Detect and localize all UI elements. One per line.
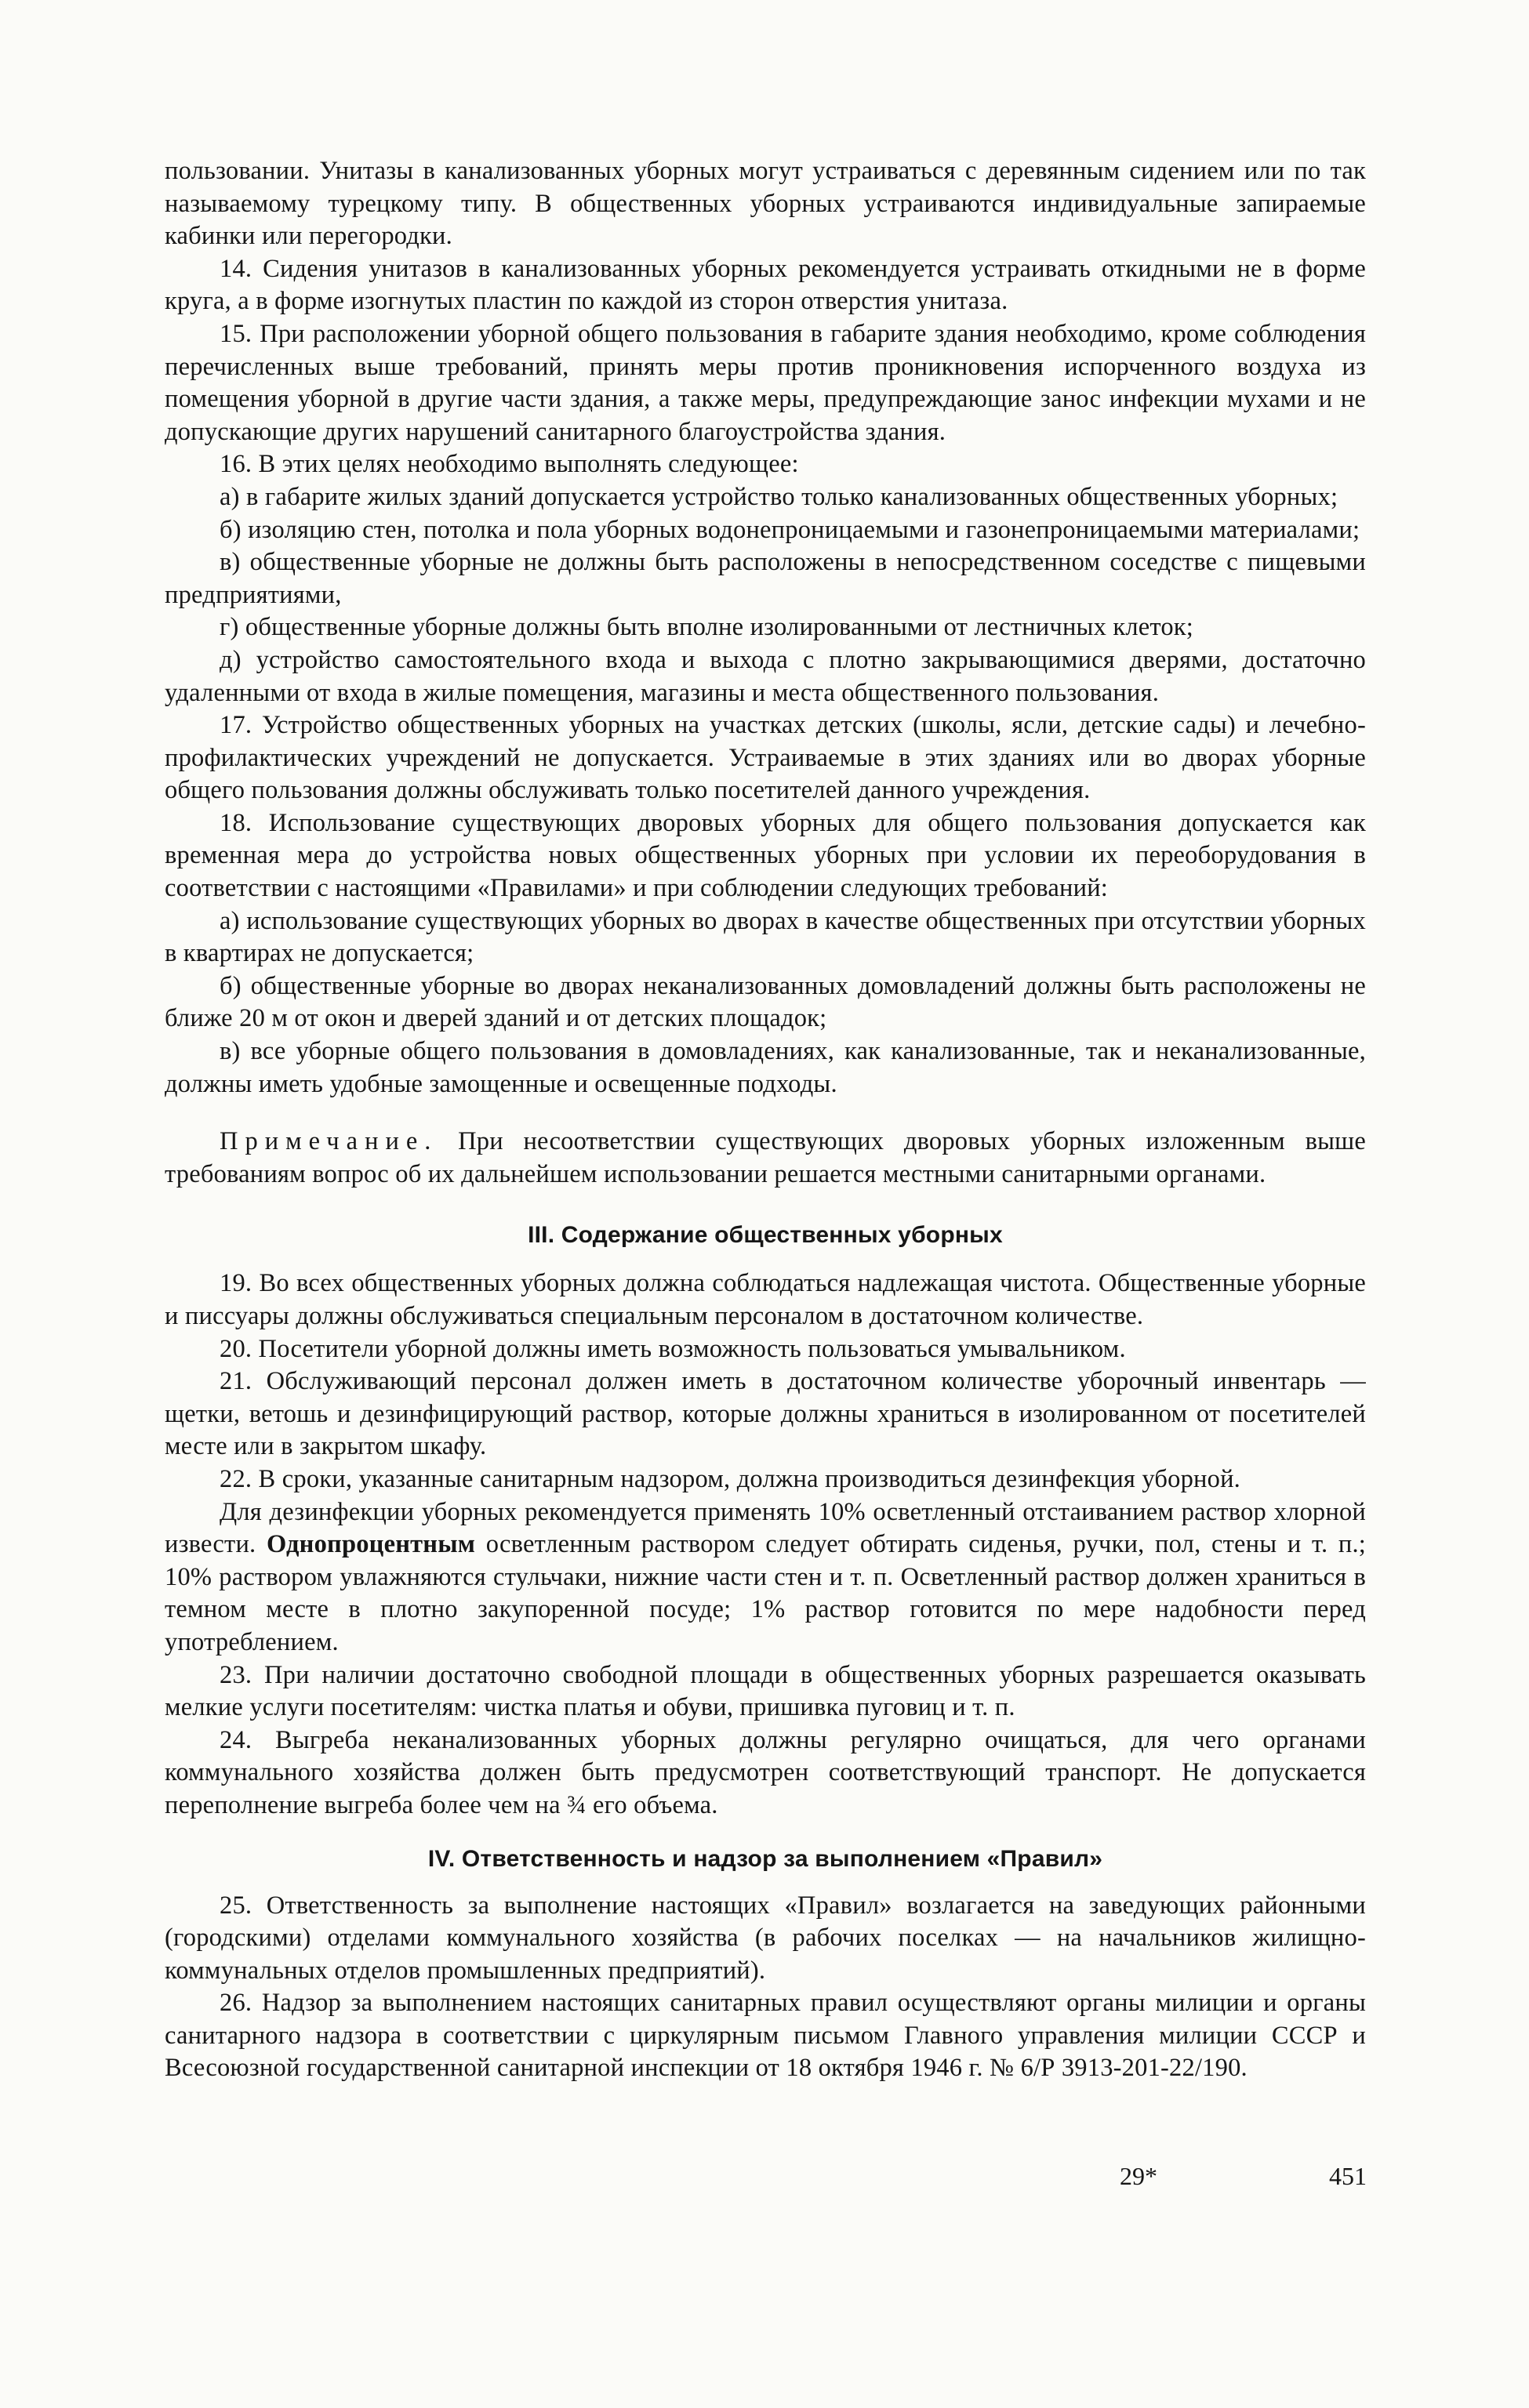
- paragraph-16c: в) общественные уборные не должны быть расположены в непосредственном соседстве с пищевыми предприятиями,: [165, 548, 1366, 609]
- paragraph-16a: а) в габарите жилых зданий допускается устройство только канализованных общественных уборных;: [220, 482, 1338, 511]
- paragraph-18b: б) общественные уборные во дворах неканализованных домовладений должны быть расположены не ближе 20 м от окон и дверей зданий и от детских площадок;: [165, 971, 1366, 1033]
- paragraph-26: 26. Надзор за выполнением настоящих санитарных правил осуществляют органы милиции и органы санитарного надзора в соответствии с циркулярным письмом Главного управления милиции СССР и Всесоюзной государственной санитарной инспекции от 18 октября 1946 г. № 6/Р 3913-201-22/190.: [165, 1989, 1366, 2083]
- page-number: 451: [1329, 2162, 1367, 2190]
- disinfection-bold-term: Однопроцентным: [266, 1530, 476, 1559]
- disinfection-text-end: осветленным раствором следует обтирать сиденья, ручки, пол, стены и т. п.; 10% раствором увлажняются стульчаки, нижние части стен и т. п. Осветленный раствор должен храниться в темном месте в плотно закупоренной посуде; 1% раствор готовится по мере надобности перед употреблением.: [165, 1530, 1366, 1656]
- page-footer: [0, 2162, 1529, 2201]
- section-heading-4: IV. Ответственность и надзор за выполнением «Правил»: [427, 1845, 1103, 1872]
- paragraph-20: 20. Посетители уборной должны иметь возможность пользоваться умывальником.: [220, 1334, 1126, 1363]
- paragraph-17: 17. Устройство общественных уборных на участках детских (школы, ясли, детские сады) и лечебно-профилактических учреждений не допускается. Устраиваемые в этих зданиях или во дворах уборные общего пользования должны обслуживать только посетителей данного учреждения.: [165, 711, 1366, 805]
- section-heading-3: III. Содержание общественных уборных: [528, 1222, 1003, 1249]
- text-column: [165, 155, 1366, 2085]
- paragraph-21: 21. Обслуживающий персонал должен иметь в достаточном количестве уборочный инвентарь — щетки, ветошь и дезинфицирующий раствор, которые должны храниться в изолированном от посетителей месте или в закрытом шкафу.: [165, 1367, 1366, 1461]
- paragraph-16e: д) устройство самостоятельного входа и выхода с плотно закрывающимися дверями, достаточно удаленными от входа в жилые помещения, магазины и места общественного пользования.: [165, 645, 1366, 707]
- paragraph-16d: г) общественные уборные должны быть вполне изолированными от лестничных клеток;: [220, 613, 1194, 642]
- paragraph-16b: б) изоляцию стен, потолка и пола уборных водонепроницаемыми и газонепроницаемыми материалами;: [220, 515, 1360, 544]
- disinfection-text-start: Для дезинфекции уборных рекомендуется применять 10% осветленный отстаиванием раствор хлорной извести.: [165, 1497, 1366, 1559]
- paragraph-23: 23. При наличии достаточно свободной площади в общественных уборных разрешается оказывать мелкие услуги посетителям: чистка платья и обуви, пришивка пуговиц и т. п.: [165, 1660, 1366, 1722]
- paragraph-16: 16. В этих целях необходимо выполнять следующее:: [220, 450, 799, 479]
- paragraph-19: 19. Во всех общественных уборных должна соблюдаться надлежащая чистота. Общественные уборные и писсуары должны обслуживаться специальным персоналом в достаточном количестве.: [165, 1269, 1366, 1330]
- note-paragraph: [165, 1126, 1366, 1191]
- note-lead: Примечание.: [220, 1127, 438, 1156]
- paragraph-18a: а) использование существующих уборных во дворах в качестве общественных при отсутствии уборных в квартирах не допускается;: [165, 906, 1366, 968]
- paragraph-22: 22. В сроки, указанные санитарным надзором, должна производиться дезинфекция уборной.: [220, 1464, 1241, 1493]
- paragraph-25: 25. Ответственность за выполнение настоящих «Правил» возлагается на заведующих районными (городскими) отделами коммунального хозяйства (в рабочих поселках — на начальников жилищно-коммунальных отделов промышленных предприятий).: [165, 1891, 1366, 1985]
- paragraph-24: 24. Выгреба неканализованных уборных должны регулярно очищаться, для чего органами коммунального хозяйства должен быть предусмотрен соответствующий транспорт. Не допускается переполнение выгреба более чем на ¾ его объема.: [165, 1725, 1366, 1819]
- paragraph-intro: пользовании. Унитазы в канализованных уборных могут устраиваться с деревянным сидением или по так называемому турецкому типу. В общественных уборных устраиваются индивидуальные запираемые кабинки или перегородки.: [165, 157, 1366, 251]
- paragraph-18: 18. Использование существующих дворовых уборных для общего пользования допускается как временная мера до устройства новых общественных уборных при условии их переоборудования в соответствии с настоящими «Правилами» и при соблюдении следующих требований:: [165, 808, 1366, 903]
- paragraph-15: 15. При расположении уборной общего пользования в габарите здания необходимо, кроме соблюдения перечисленных выше требований, принять меры против проникновения испорченного воздуха из помещения уборной в другие части здания, а также меры, предупреждающие занос инфекции мухами и не допускающие других нарушений санитарного благоустройства здания.: [165, 319, 1366, 446]
- paragraph-18c: в) все уборные общего пользования в домовладениях, как канализованные, так и неканализованные, должны иметь удобные замощенные и освещенные подходы.: [165, 1037, 1366, 1098]
- paragraph-22-disinfection: [165, 1496, 1366, 1659]
- paragraph-14: 14. Сидения унитазов в канализованных уборных рекомендуется устраивать откидными не в форме круга, а в форме изогнутых пластин по каждой из сторон отверстия унитаза.: [165, 254, 1366, 316]
- note-text: При несоответствии существующих дворовых уборных изложенным выше требованиям вопрос об их дальнейшем использовании решается местными санитарными органами.: [165, 1127, 1366, 1188]
- signature-mark: 29*: [1120, 2162, 1157, 2190]
